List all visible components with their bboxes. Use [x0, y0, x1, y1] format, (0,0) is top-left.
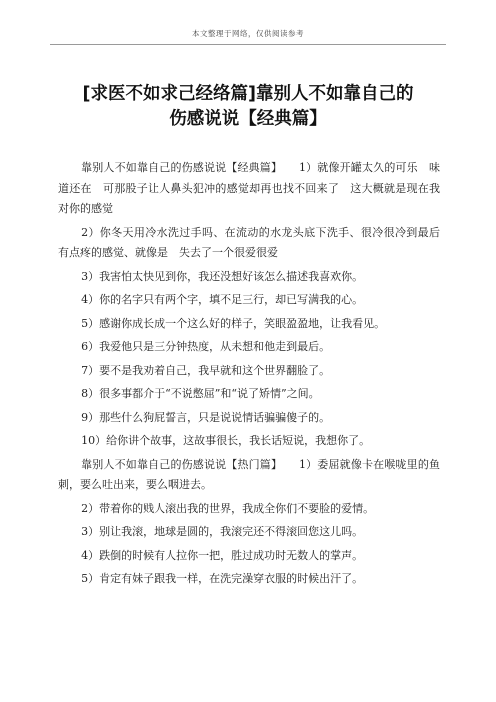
paragraph: 6）我爱他只是三分钟热度，从未想和他走到最后。 [81, 340, 331, 353]
header-note: 本文整理于网络，仅供阅读参考 [192, 29, 304, 38]
paragraph: 4）你的名字只有两个字，填不足三行，却已写满我的心。 [81, 293, 364, 306]
paragraph: 2）带着你的贱人滚出我的世界，我成全你们不要脸的爱情。 [81, 501, 375, 515]
paragraph: 7）要不是我劝着自己，我早就和这个世界翻脸了。 [81, 363, 331, 377]
paragraph: 10）给你讲个故事，这故事很长，我长话短说，我想你了。 [81, 434, 371, 447]
document-title [60, 82, 436, 132]
paragraph: 8）很多事都介于“不说憋屈”和“说了矫情”之间。 [81, 387, 320, 400]
paragraph: 4）跌倒的时候有人拉你一把，胜过成功时无数人的掌声。 [81, 548, 364, 562]
document-body [58, 158, 440, 593]
title-line-1: [求医不如求己经络篇]靠别人不如靠自己的 [82, 84, 414, 104]
paragraph: 5）肯定有妹子跟我一样，在洗完澡穿衣服的时候出汗了。 [81, 572, 364, 585]
paragraph: 靠别人不如靠自己的伤感说说【经典篇】 1）就像开罐太久的可乐 味道还在 可那股子让人鼻头犯冲的感觉却再也找不回来了 这大概就是现在我对你的感觉 [58, 161, 440, 215]
paragraph: 靠别人不如靠自己的伤感说说【热门篇】 1）委屈就像卡在喉咙里的鱼刺，要么吐出来，要么咽进去。 [58, 457, 440, 491]
header-divider [50, 44, 446, 45]
paragraph: 3）别让我滚，地球是圆的，我滚完还不得滚回您这儿吗。 [81, 525, 364, 538]
paragraph: 2）你冬天用冷水洗过手吗、在流动的水龙头底下洗手、很冷很冷到最后有点疼的感觉、就像是 失去了一个很爱很爱 [58, 225, 440, 259]
paragraph: 9）那些什么狗屁誓言，只是说说情话骗骗傻子的。 [81, 410, 331, 424]
paragraph: 5）感谢你成长成一个这么好的样子，笑眼盈盈地，让我看见。 [81, 316, 386, 330]
title-line-2: 伤感说说【经典篇】 [169, 109, 327, 129]
paragraph: 3）我害怕太快见到你，我还没想好该怎么描述我喜欢你。 [81, 269, 364, 283]
